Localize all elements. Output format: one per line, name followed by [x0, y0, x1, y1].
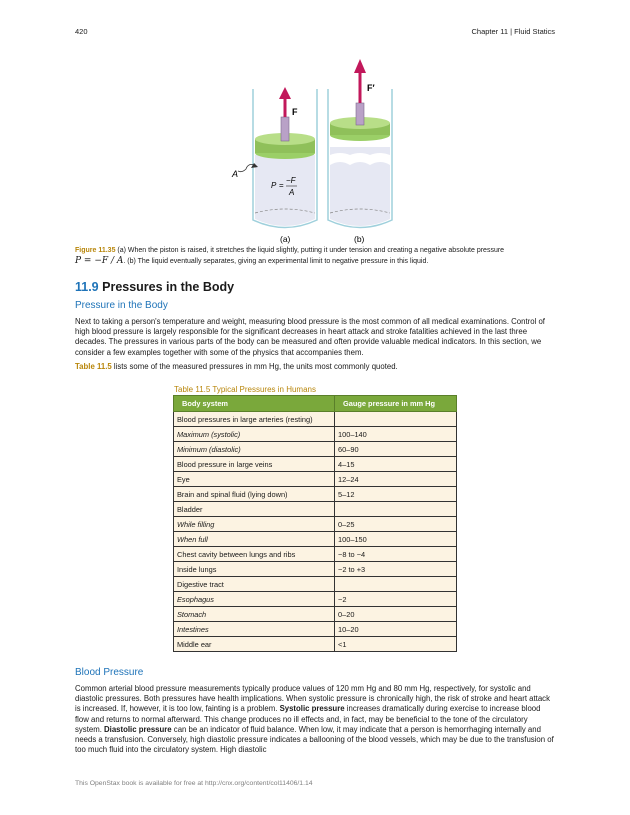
footer-notice: This OpenStax book is available for free at http://cnx.org/content/col11406/1.14 — [75, 780, 313, 787]
force-label: F — [292, 107, 298, 117]
area-label: A — [232, 169, 239, 179]
piston-rod-b — [356, 103, 364, 125]
table-row — [174, 532, 457, 547]
cell-body-system: Minimum (diastolic) — [174, 442, 335, 457]
cell-pressure: −8 to −4 — [335, 547, 457, 562]
paragraph-blood-pressure — [75, 684, 555, 755]
subsection-heading-pressure-body: Pressure in the Body — [75, 300, 168, 311]
page-number: 420 — [75, 27, 88, 36]
term-systolic: Systolic pressure — [279, 704, 345, 714]
caption-text-1: (a) When the piston is raised, it stretches the liquid slightly, putting it under tension and creating a negative absolute pressure — [115, 247, 505, 254]
table-row — [174, 442, 457, 457]
section-title: Pressures in the Body — [98, 280, 235, 294]
cell-pressure: 12–24 — [335, 472, 457, 487]
eq-equals: = — [279, 181, 284, 190]
cell-pressure: 4–15 — [335, 457, 457, 472]
liquid-a — [255, 155, 315, 226]
bp-text-1: Common arterial blood pressure measurements typically produce values of 120 mm Hg and 80 mm Hg, respectively, for systolic and diastolic pressures. Both pressures have health implications. When systolic pressure is chronically high, the risk of stroke and heart attack is increased. If, however, it is too low, fainting is a problem. — [75, 684, 550, 714]
cell-pressure: 60–90 — [335, 442, 457, 457]
table-row — [174, 607, 457, 622]
table-row — [174, 517, 457, 532]
table-row — [174, 457, 457, 472]
eq-numerator: −F — [286, 176, 296, 185]
table-row — [174, 622, 457, 637]
cell-body-system: While filling — [174, 517, 335, 532]
caption-text-2: . (b) The liquid eventually separates, giving an experimental limit to negative pressure in this liquid. — [123, 258, 429, 265]
cell-pressure — [335, 502, 457, 517]
table-reference-link[interactable]: Table 11.5 — [75, 362, 112, 371]
eq-denominator: A — [289, 188, 295, 197]
eq-p: P — [271, 181, 277, 190]
table-caption: Table 11.5 Typical Pressures in Humans — [174, 385, 316, 394]
figure-caption — [75, 245, 555, 267]
cell-body-system: When full — [174, 532, 335, 547]
table-row — [174, 502, 457, 517]
table-row — [174, 637, 457, 652]
table-row — [174, 562, 457, 577]
cell-pressure — [335, 577, 457, 592]
cell-body-system: Esophagus — [174, 592, 335, 607]
paragraph-intro: Next to taking a person's temperature and weight, measuring blood pressure is the most common of all medical examinations. Control of high blood pressure is largely responsible for the significant decreases in heart attack and stroke fatalities achieved in the last three decades. The pressures in various parts of the body can be measured and often provide valuable medical indicators. In this section, we consider a few examples together with some of the physics that accompanies them. — [75, 317, 545, 357]
table-row — [174, 592, 457, 607]
label-a: (a) — [280, 234, 291, 244]
cell-pressure: −2 to +3 — [335, 562, 457, 577]
table-ref-text: lists some of the measured pressures in mm Hg, the units most commonly quoted. — [111, 362, 398, 371]
cell-pressure: 100–150 — [335, 532, 457, 547]
cell-pressure: 0–25 — [335, 517, 457, 532]
paragraph-table-ref — [75, 362, 555, 372]
cell-body-system: Inside lungs — [174, 562, 335, 577]
cell-pressure: −2 — [335, 592, 457, 607]
table-row — [174, 487, 457, 502]
cell-pressure: 0–20 — [335, 607, 457, 622]
cell-pressure: 100–140 — [335, 427, 457, 442]
chapter-title: Chapter 11 | Fluid Statics — [471, 27, 555, 36]
cell-body-system: Maximum (systolic) — [174, 427, 335, 442]
cell-body-system: Bladder — [174, 502, 335, 517]
pressure-table — [173, 395, 457, 652]
cell-body-system: Blood pressures in large arteries (resting) — [174, 412, 335, 427]
liquid-b — [330, 162, 390, 226]
cell-body-system: Brain and spinal fluid (lying down) — [174, 487, 335, 502]
cell-pressure: 5–12 — [335, 487, 457, 502]
cell-body-system: Stomach — [174, 607, 335, 622]
table-row — [174, 472, 457, 487]
caption-formula: P = −F / A — [75, 256, 124, 266]
cell-pressure: 10–20 — [335, 622, 457, 637]
cell-pressure: <1 — [335, 637, 457, 652]
piston-rod-a — [281, 117, 289, 141]
bp-text-2: increases dramatically during exercise to increase blood flow and returns to normal afterward. This change produces no ill effects and, in fact, may be beneficial to the tone of the circulatory system. — [75, 704, 541, 734]
header-body-system: Body system — [174, 396, 335, 412]
force-prime-label: F′ — [367, 83, 375, 93]
subsection-heading-blood-pressure: Blood Pressure — [75, 667, 144, 678]
cell-body-system: Blood pressure in large veins — [174, 457, 335, 472]
bp-text-3: can be an indicator of fluid balance. When low, it may indicate that a person is hemorrhaging internally and needs a transfusion. Conversely, high diastolic pressure indicates a ballooning of the blood vessels, which may be due to the transfusion of too much fluid into the circulatory system. High diastolic — [75, 724, 554, 755]
figure-label: Figure 11.35 — [75, 247, 116, 254]
table-row — [174, 547, 457, 562]
table-header-row — [174, 396, 457, 412]
table-row — [174, 427, 457, 442]
cell-pressure — [335, 412, 457, 427]
term-diastolic: Diastolic pressure — [104, 724, 172, 734]
cell-body-system: Digestive tract — [174, 577, 335, 592]
cell-body-system: Intestines — [174, 622, 335, 637]
cell-body-system: Chest cavity between lungs and ribs — [174, 547, 335, 562]
table-row — [174, 577, 457, 592]
cell-body-system: Eye — [174, 472, 335, 487]
figure-piston — [220, 55, 420, 245]
table-row — [174, 412, 457, 427]
section-heading — [75, 280, 234, 294]
piston-diagram — [220, 55, 420, 245]
cell-body-system: Middle ear — [174, 637, 335, 652]
header-gauge-pressure: Gauge pressure in mm Hg — [335, 396, 457, 412]
label-b: (b) — [354, 234, 365, 244]
section-number: 11.9 — [75, 280, 99, 294]
